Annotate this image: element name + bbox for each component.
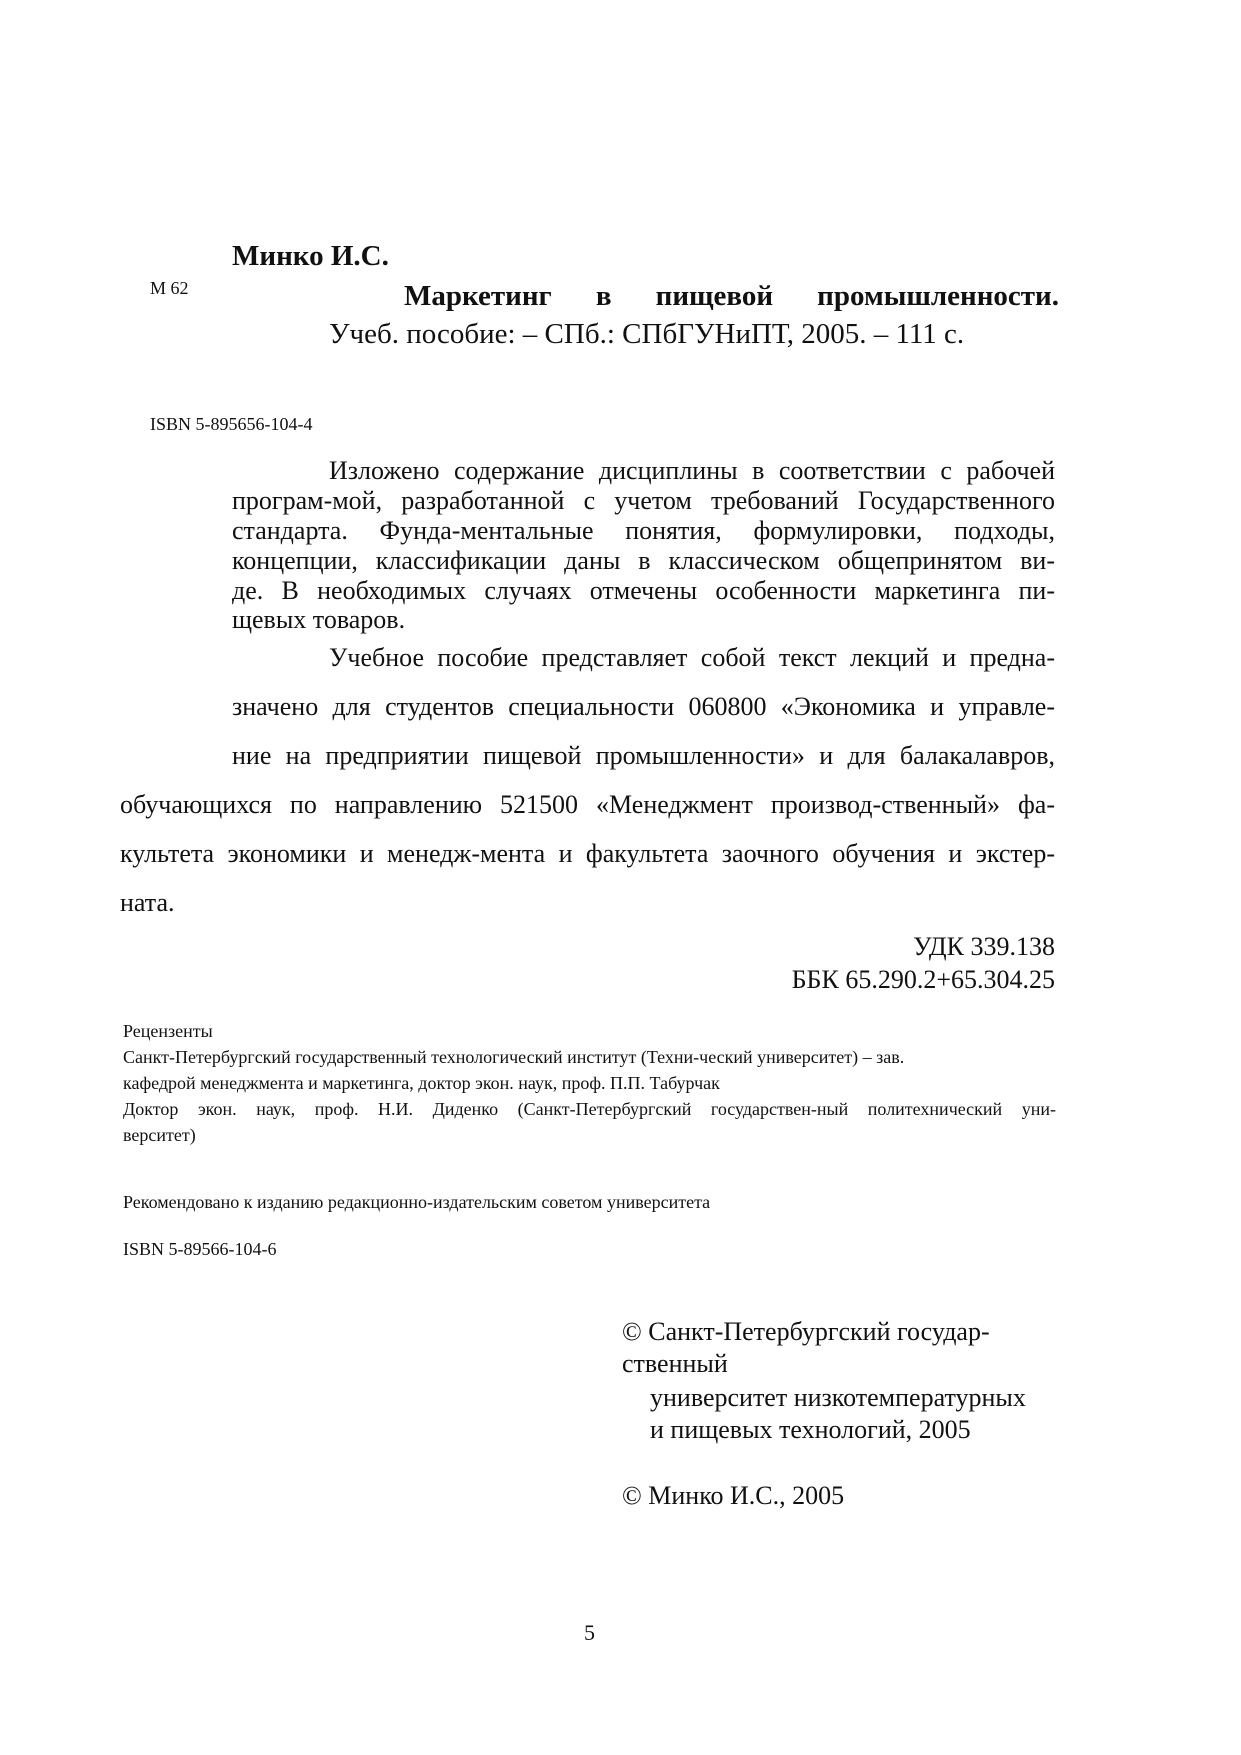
abstract-line: ната.	[120, 888, 175, 917]
abstract-paragraph-1	[120, 456, 1055, 635]
reviewer-1-line-2: кафедрой менеджмента и маркетинга, доктор экон. наук, проф. П.П. Табурчак	[123, 1073, 720, 1093]
reviewers-label: Рецензенты	[123, 1021, 213, 1041]
copyright-university-line-2: ственный	[622, 1349, 728, 1378]
abstract-line: ние на предприятии пищевой промышленности» и для балакалавров,	[232, 743, 1055, 770]
isbn-bottom: ISBN 5-89566-104-6	[123, 1239, 277, 1259]
abstract-line: культета экономики и менедж-мента и факультета заочного обучения и экстер-	[120, 841, 1055, 868]
abstract-line: обучающихся по направлению 521500 «Менеджмент производ-ственный» фа-	[120, 792, 1055, 819]
abstract-paragraph-2	[120, 645, 1055, 939]
abstract-line: стандарта. Фунда-ментальные понятия, формулировки, подходы,	[232, 515, 1055, 545]
reviewer-2-line-1: Доктор экон. наук, проф. Н.И. Диденко (Санкт-Петербургский государствен-ный политехнический уни-	[123, 1099, 1056, 1119]
abstract-line: значено для студентов специальности 060800 «Экономика и управле-	[232, 694, 1055, 721]
copyright-university-line-4: и пищевых технологий, 2005	[650, 1415, 971, 1444]
copyright-university-line-3: университет низкотемпературных	[650, 1383, 1026, 1412]
catalog-code: М 62	[150, 278, 189, 298]
reviewer-2-line-2: верситет)	[123, 1125, 196, 1145]
copyright-author: © Минко И.С., 2005	[622, 1481, 845, 1510]
abstract-line: концепции, классификации даны в классическом общепринятом ви-	[232, 545, 1055, 575]
page-number: 5	[584, 1620, 595, 1645]
reviewer-1-line-1: Санкт-Петербургский государственный технологический институт (Техни-ческий университет) – зав.	[123, 1047, 905, 1067]
copyright-university-line-1: © Санкт-Петербургский государ-	[622, 1317, 990, 1346]
publication-info: Учеб. пособие: – СПб.: СПбГУНиПТ, 2005. – 111 с.	[329, 318, 965, 350]
abstract-line: Учебное пособие представляет собой текст лекций и предна-	[329, 645, 1055, 672]
abstract-line: програм-мой, разработанной с учетом требований Государственного	[232, 485, 1055, 515]
isbn-top: ISBN 5-895656-104-4	[150, 414, 313, 434]
abstract-line: щевых товаров.	[232, 605, 406, 635]
book-title: Маркетинг в пищевой промышленности.	[404, 280, 1059, 312]
abstract-line: де. В необходимых случаях отмечены особенности маркетинга пи-	[232, 575, 1055, 605]
recommendation-note: Рекомендовано к изданию редакционно-издательским советом университета	[123, 1192, 711, 1212]
abstract-line: Изложено содержание дисциплины в соответствии с рабочей	[329, 456, 1055, 485]
bbk-code: ББК 65.290.2+65.304.25	[791, 965, 1055, 994]
author-name: Минко И.С.	[232, 240, 389, 272]
udc-code: УДК 339.138	[913, 932, 1055, 961]
